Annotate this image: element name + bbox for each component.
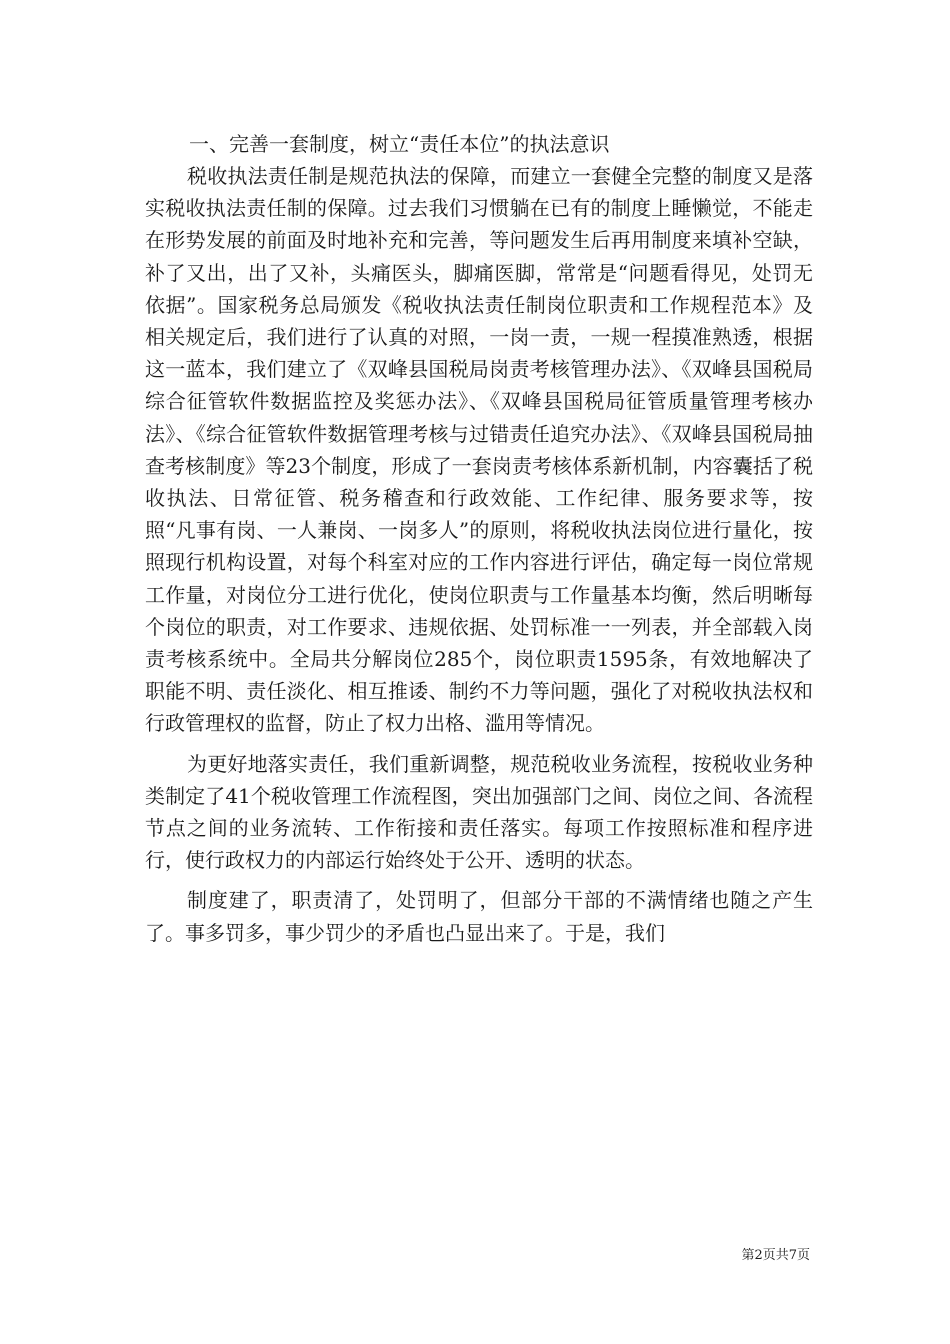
paragraph-2: 为更好地落实责任，我们重新调整，规范税收业务流程，按税收业务种类制定了41个税收管理工作流程图，突出加强部门之间、岗位之间、各流程节点之间的业务流转、工作衔接和责任落实。每项工作按照标准和程序进行，使行政权力的内部运行始终处于公开、透明的状态。 — [145, 751, 813, 873]
document-body — [145, 128, 813, 949]
paragraph-1: 税收执法责任制是规范执法的保障，而建立一套健全完整的制度又是落实税收执法责任制的保障。过去我们习惯躺在已有的制度上睡懒觉，不能走在形势发展的前面及时地补充和完善，等问题发生后再用制度来填补空缺，补了又出，出了又补，头痛医头，脚痛医脚，常常是“问题看得见，处罚无依据”。国家税务总局颁发《税收执法责任制岗位职责和工作规程范本》及相关规定后，我们进行了认真的对照，一岗一责，一规一程摸准熟透，根据这一蓝本，我们建立了《双峰县国税局岗责考核管理办法》、《双峰县国税局综合征管软件数据监控及奖惩办法》、《双峰县国税局征管质量管理考核办法》、《综合征管软件数据管理考核与过错责任追究办法》、《双峰县国税局抽查考核制度》等23个制度，形成了一套岗责考核体系新机制，内容囊括了税收执法、日常征管、税务稽查和行政效能、工作纪律、服务要求等，按照“凡事有岗、一人兼岗、一岗多人”的原则，将税收执法岗位进行量化，按照现行机构设置，对每个科室对应的工作内容进行评估，确定每一岗位常规工作量，对岗位分工进行优化，使岗位职责与工作量基本均衡，然后明晰每个岗位的职责，对工作要求、违规依据、处罚标准一一列表，并全部载入岗责考核系统中。全局共分解岗位285个，岗位职责1595条，有效地解决了职能不明、责任淡化、相互推诿、制约不力等问题，强化了对税收执法权和行政管理权的监督，防止了权力出格、滥用等情况。 — [145, 164, 813, 736]
paragraph-3: 制度建了，职责清了，处罚明了，但部分干部的不满情绪也随之产生了。事多罚多，事少罚少的矛盾也凸显出来了。于是，我们 — [145, 888, 813, 945]
page-number: 第2页共7页 — [741, 1248, 810, 1263]
section-heading: 一、完善一套制度，树立“责任本位”的执法意识 — [189, 132, 610, 156]
